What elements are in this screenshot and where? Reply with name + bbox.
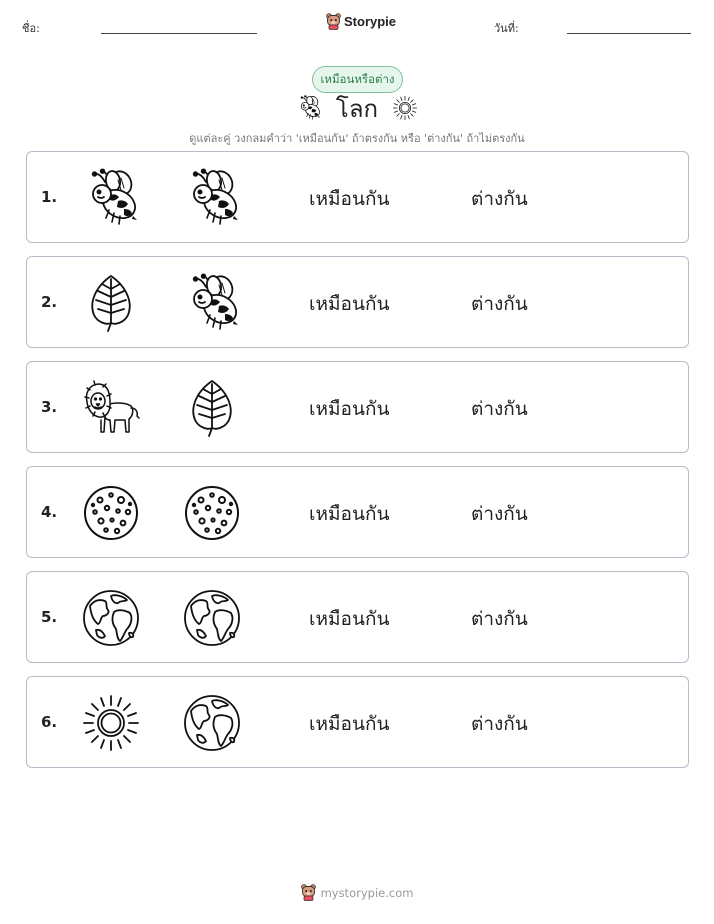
earth-icon <box>81 588 141 648</box>
same-option[interactable]: เหมือนกัน <box>309 713 390 735</box>
brand-logo <box>326 13 396 30</box>
earth-icon <box>182 588 242 648</box>
question-row <box>26 151 689 243</box>
moon-icon <box>182 483 242 543</box>
sun-icon <box>392 95 418 121</box>
storypie-mascot-icon <box>326 13 341 30</box>
different-option[interactable]: ต่างกัน <box>471 713 528 735</box>
different-option[interactable]: ต่างกัน <box>471 503 528 525</box>
bee-icon <box>81 168 141 228</box>
different-option[interactable]: ต่างกัน <box>471 293 528 315</box>
question-row <box>26 361 689 453</box>
bee-icon <box>296 95 322 121</box>
question-number: 6. <box>41 713 58 731</box>
leaf-icon <box>182 378 242 438</box>
name-label: ชื่อ: <box>22 22 40 35</box>
storypie-mascot-icon <box>301 884 316 901</box>
same-option[interactable]: เหมือนกัน <box>309 293 390 315</box>
instructions: ดูแต่ละคู่ วงกลมคำว่า 'เหมือนกัน' ถ้าตรงกัน หรือ 'ต่างกัน' ถ้าไม่ตรงกัน <box>189 132 525 145</box>
question-row <box>26 571 689 663</box>
bee-icon <box>182 273 242 333</box>
lion-icon <box>81 378 141 438</box>
same-option[interactable]: เหมือนกัน <box>309 398 390 420</box>
worksheet-type-badge: เหมือนหรือต่าง <box>312 66 403 93</box>
brand-name: Storypie <box>344 14 397 29</box>
moon-icon <box>81 483 141 543</box>
date-label: วันที่: <box>494 22 519 35</box>
name-write-line[interactable] <box>101 33 257 34</box>
different-option[interactable]: ต่างกัน <box>471 608 528 630</box>
sun-icon <box>81 693 141 753</box>
question-number: 5. <box>41 608 58 626</box>
page-title: โลก <box>335 94 379 123</box>
question-row <box>26 256 689 348</box>
different-option[interactable]: ต่างกัน <box>471 398 528 420</box>
bee-icon <box>182 168 242 228</box>
different-option[interactable]: ต่างกัน <box>471 188 528 210</box>
date-write-line[interactable] <box>567 33 691 34</box>
leaf-icon <box>81 273 141 333</box>
question-number: 4. <box>41 503 58 521</box>
same-option[interactable]: เหมือนกัน <box>309 503 390 525</box>
question-number: 3. <box>41 398 58 416</box>
same-option[interactable]: เหมือนกัน <box>309 188 390 210</box>
question-row <box>26 466 689 558</box>
footer-site: mystorypie.com <box>320 885 414 900</box>
footer <box>0 884 714 901</box>
same-option[interactable]: เหมือนกัน <box>309 608 390 630</box>
earth-icon <box>182 693 242 753</box>
question-number: 1. <box>41 188 58 206</box>
question-row <box>26 676 689 768</box>
question-number: 2. <box>41 293 58 311</box>
title-row <box>0 92 714 124</box>
